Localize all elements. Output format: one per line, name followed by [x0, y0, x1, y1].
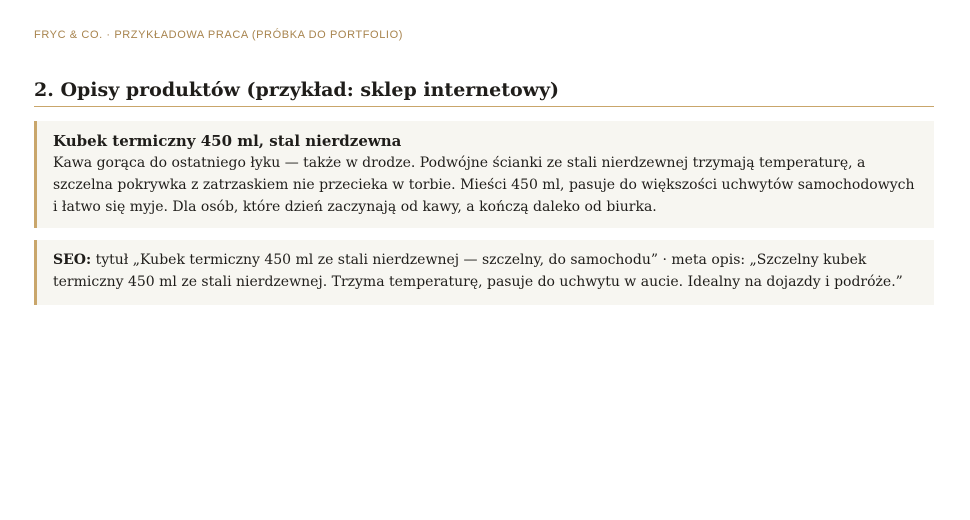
page-kicker: FRYC & CO. · PRZYKŁADOWA PRACA (PRÓBKA DO PORTFOLIO)	[34, 29, 404, 41]
seo-text: tytuł „Kubek termiczny 450 ml ze stali nierdzewnej — szczelny, do samochodu” · meta opis: „Szczelny kubek termiczny 450 ml ze stali nierdzewnej. Trzyma temperaturę, pasuje do uchwytu w aucie. Idealny na dojazdy i podróże.”	[53, 252, 903, 290]
product-name: Kubek termiczny 450 ml, stal nierdzewna	[53, 132, 402, 150]
product-description-card	[34, 121, 934, 228]
product-description: Kawa gorąca do ostatniego łyku — także w drodze. Podwójne ścianki ze stali nierdzewnej trzymają temperaturę, a szczelna pokrywka z zatrzaskiem nie przecieka w torbie. Mieści 450 ml, pasuje do większości uchwytów samochodowych i łatwo się myje. Dla osób, które dzień zaczynają od kawy, a kończą daleko od biurka.	[53, 155, 915, 215]
seo-card	[34, 240, 934, 305]
section-title: 2. Opisy produktów (przykład: sklep internetowy)	[34, 79, 934, 107]
seo-label: SEO:	[53, 252, 92, 268]
